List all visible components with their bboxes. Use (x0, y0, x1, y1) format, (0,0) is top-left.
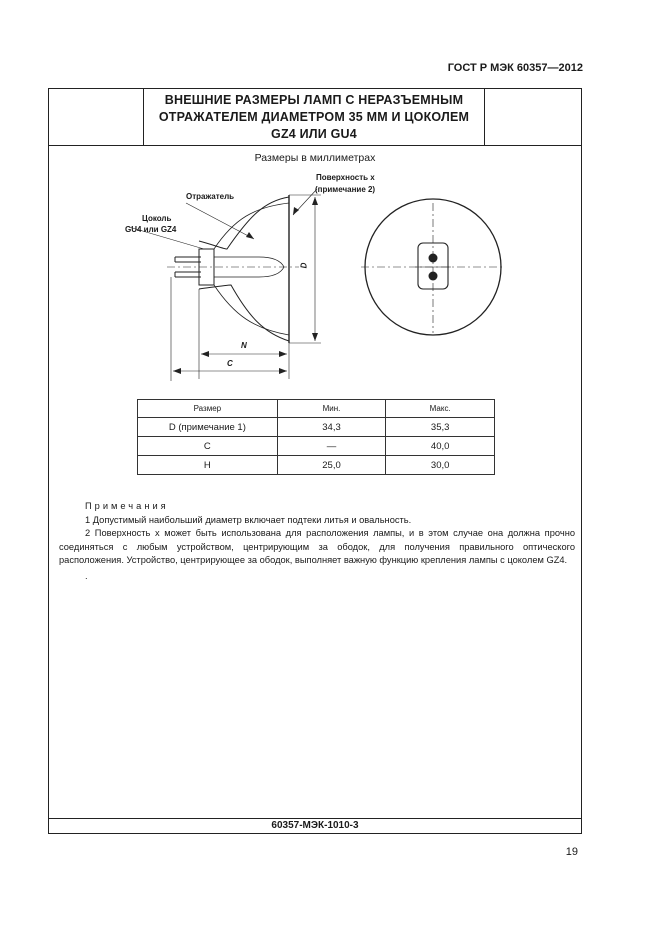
table-header-row (138, 400, 495, 418)
cell-param: H (138, 456, 278, 475)
table-row (138, 456, 495, 475)
label-surface-note: (примечание 2) (315, 185, 376, 194)
label-cap-type: GU4 или GZ4 (125, 225, 177, 234)
col-header-max: Макс. (386, 400, 495, 418)
table-row (138, 418, 495, 437)
table-row (138, 437, 495, 456)
col-header-param: Размер (138, 400, 278, 418)
cell-param: C (138, 437, 278, 456)
sheet-code: 60357-МЭК-1010-3 (49, 818, 581, 833)
label-dim-C: C (227, 359, 233, 368)
cell-max: 35,3 (386, 418, 495, 437)
cell-max: 30,0 (386, 456, 495, 475)
cell-param: D (примечание 1) (138, 418, 278, 437)
standard-number: ГОСТ Р МЭК 60357—2012 (447, 62, 583, 74)
dimensions-table (137, 399, 495, 475)
note-1: 1 Допустимый наибольший диаметр включает подтеки литья и овальность. (85, 514, 412, 525)
title-line-1: ВНЕШНИЕ РАЗМЕРЫ ЛАМП С НЕРАЗЪЕМНЫМ (164, 92, 464, 107)
cell-min: 34,3 (277, 418, 386, 437)
units-caption: Размеры в миллиметрах (254, 152, 376, 164)
cell-min: — (277, 437, 386, 456)
notes-section (59, 500, 575, 583)
col-header-min: Мин. (277, 400, 386, 418)
notes-heading: Примечания (85, 501, 169, 511)
front-view-cap (418, 243, 448, 289)
cell-min: 25,0 (277, 456, 386, 475)
label-cap: Цоколь (142, 214, 172, 223)
lamp-drawing (49, 89, 581, 389)
cell-max: 40,0 (386, 437, 495, 456)
note-2: 2 Поверхность x может быть использована для расположения лампы, и в этом случае она должна прочно соединяться с любым устройством, центрирующим за ободок, для получения правильного оптического расположения. Устройство, центрирующее за ободок, выполняет важную функцию крепления лампы с цоколем GZ4. (59, 528, 575, 565)
label-dim-D: D (299, 262, 309, 269)
notes-trailing-mark: . (85, 570, 88, 581)
label-dim-N: N (241, 341, 247, 350)
sheet-frame (48, 88, 582, 834)
label-surface: Поверхность x (316, 173, 375, 182)
title-line-2: ОТРАЖАТЕЛЕМ ДИАМЕТРОМ 35 ММ И ЦОКОЛЕМ (158, 109, 470, 124)
label-reflector: Отражатель (186, 192, 235, 201)
reflector-outer-bottom (199, 285, 289, 341)
title-line-3: GZ4 ИЛИ GU4 (271, 126, 357, 141)
page-number: 19 (565, 846, 578, 858)
